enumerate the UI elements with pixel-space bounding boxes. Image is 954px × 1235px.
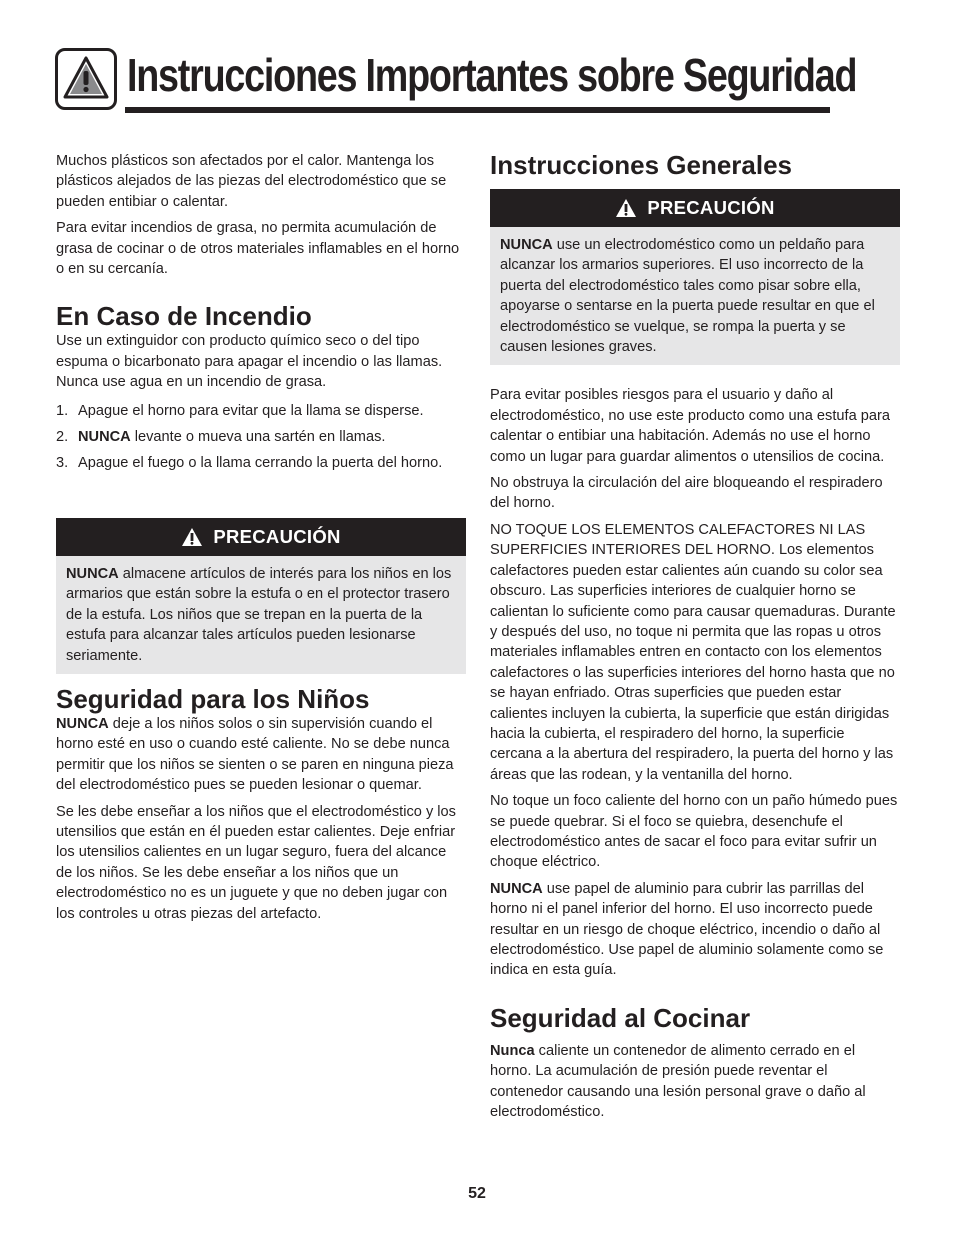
- caution-box-children: [56, 518, 466, 674]
- intro-paragraph-2: Para evitar incendios de grasa, no permita acumulación de grasa de cocinar o de otros materiales inflamables en el horno o en su cercanía.: [56, 220, 460, 278]
- children-heading: Seguridad para los Niños: [56, 683, 370, 714]
- general-heading: Instrucciones Generales: [490, 150, 793, 180]
- page-title: Instrucciones Importantes sobre Seguridad: [127, 49, 857, 101]
- general-paragraph-2: No obstruya la circulación del aire bloqueando el respiradero del horno.: [490, 475, 883, 512]
- left-column: [56, 151, 466, 930]
- caution-label: PRECAUCIÓN: [647, 196, 775, 218]
- list-item: [56, 453, 466, 473]
- caution-icon: [181, 527, 203, 547]
- list-item: [56, 401, 466, 421]
- step-number: 3.: [56, 455, 69, 472]
- keyword: NUNCA: [66, 565, 119, 582]
- keyword: NUNCA: [56, 715, 109, 732]
- list-item: [56, 427, 466, 447]
- keyword: NUNCA: [78, 429, 131, 446]
- children-text-1: deje a los niños solos o sin supervisión cuando el horno esté en uso o cuando esté caliente. No se debe nunca permitir que los niños se sienten o se paren en ninguna pieza del electrodoméstico pues se pueden lesionar o quemar.: [56, 715, 454, 794]
- caution-box-general: [490, 189, 900, 365]
- caution-text: use un electrodoméstico como un peldaño para alcanzar los armarios superiores. El uso incorrecto de la puerta del electrodoméstico tales como pisar sobre ella, apoyarse o sentarse en la puerta puede resultar en que el electrodoméstico se vuelque, se rompa la puerta y se causen lesiones graves.: [500, 237, 875, 356]
- page-number: 52: [468, 1185, 486, 1202]
- cooking-heading: Seguridad al Cocinar: [490, 1002, 751, 1033]
- caution-body: [490, 227, 900, 365]
- caution-icon: [615, 198, 637, 218]
- right-column: [490, 150, 900, 1128]
- general-paragraph-3: NO TOQUE LOS ELEMENTOS CALEFACTORES NI LAS SUPERFICIES INTERIORES DEL HORNO. Los elementos calefactores pueden estar calientes aún cuando su color sea obscuro. Las superficies interiores de cualquier horno se calientan lo suficiente como para causar quemaduras. Durante y después del uso, no toque ni permita que las ropas u otros materiales inflamables entren en contacto con los elementos calefactores o las superficies interiores del horno hasta que no se hayan enfriado. Otras superficies que pueden estar calientes incluyen la cubierta, la superficie que están dirigidas hacia la cubierta, el respiradero del horno, la superficie cercana a la abertura del respiradero, la puerta del horno y las áreas que las rodean, y la ventanilla del horno.: [490, 521, 896, 783]
- children-paragraph-2: Se les debe enseñar a los niños que el electrodoméstico y los utensilios que están en él pueden estar calientes. Deje enfriar los utensilios calientes en un lugar seguro, fuera del alcance de los niños. Se les debe enseñar a los niños que un electrodoméstico no es un juguete y que no deben jugar con los controles u otras piezas del artefacto.: [56, 803, 456, 922]
- step-text: Apague el horno para evitar que la llama se disperse.: [78, 402, 424, 419]
- caution-body: [56, 556, 466, 674]
- children-paragraph-1: [56, 714, 466, 796]
- fire-text: Use un extinguidor con producto químico seco o del tipo espuma o bicarbonato para apagar el incendio o las llamas. Nunca use agua en un incendio de grasa.: [56, 333, 443, 391]
- step-text: [78, 427, 385, 447]
- keyword: Nunca: [490, 1042, 535, 1059]
- caution-text: almacene artículos de interés para los niños en los armarios que están sobre la estufa o en el protector trasero de la estufa. Los niños que se trepan en la puerta de la estufa para alcanzar tales artículos pueden lesionarse seriamente.: [66, 565, 452, 664]
- general-paragraph-4: No toque un foco caliente del horno con un paño húmedo pues se puede quebrar. Si el foco se quiebra, desenchufe el electrodoméstico antes de sacar el foco para evitar sufrir un choque eléctrico.: [490, 793, 898, 871]
- keyword: NUNCA: [490, 880, 543, 897]
- general-paragraph-5: [490, 879, 900, 981]
- general-paragraph-1: Para evitar posibles riesgos para el usuario y daño al electrodoméstico, no use este producto como una estufa para calentar o entibiar una habitación. Además no use el horno como un lugar para guardar alimentos o utensilios de cocina.: [490, 387, 890, 465]
- step-text: Apague el fuego o la llama cerrando la puerta del horno.: [78, 455, 443, 472]
- page-header: [55, 46, 857, 116]
- fire-steps-list: [56, 401, 466, 474]
- intro-paragraph-1: Muchos plásticos son afectados por el calor. Mantenga los plásticos alejados de las piezas del electrodoméstico que se pueden entibiar o calentar.: [56, 153, 447, 210]
- caution-bar: [490, 189, 900, 227]
- general-text-5: use papel de aluminio para cubrir las parrillas del horno ni el panel inferior del horno. El uso incorrecto puede resultar en un riesgo de choque eléctrico, incendio o daño al electrodoméstico. Use papel de aluminio solamente como se indica en esta guía.: [490, 880, 884, 979]
- header-rule: [125, 107, 830, 113]
- fire-heading: En Caso de Incendio: [56, 301, 312, 332]
- cooking-text: caliente un contenedor de alimento cerrado en el horno. La acumulación de presión puede reventar el contenedor causando una lesión personal grave o daño al electrodoméstico.: [490, 1042, 866, 1121]
- caution-bar: [56, 518, 466, 556]
- warning-triangle-icon: [55, 48, 117, 110]
- step-number: 1.: [56, 402, 69, 419]
- step-text-rest: levante o mueva una sartén en llamas.: [130, 429, 386, 446]
- step-number: 2.: [56, 429, 69, 446]
- caution-label: PRECAUCIÓN: [213, 525, 341, 547]
- cooking-paragraph: [490, 1041, 900, 1123]
- keyword: NUNCA: [500, 237, 553, 253]
